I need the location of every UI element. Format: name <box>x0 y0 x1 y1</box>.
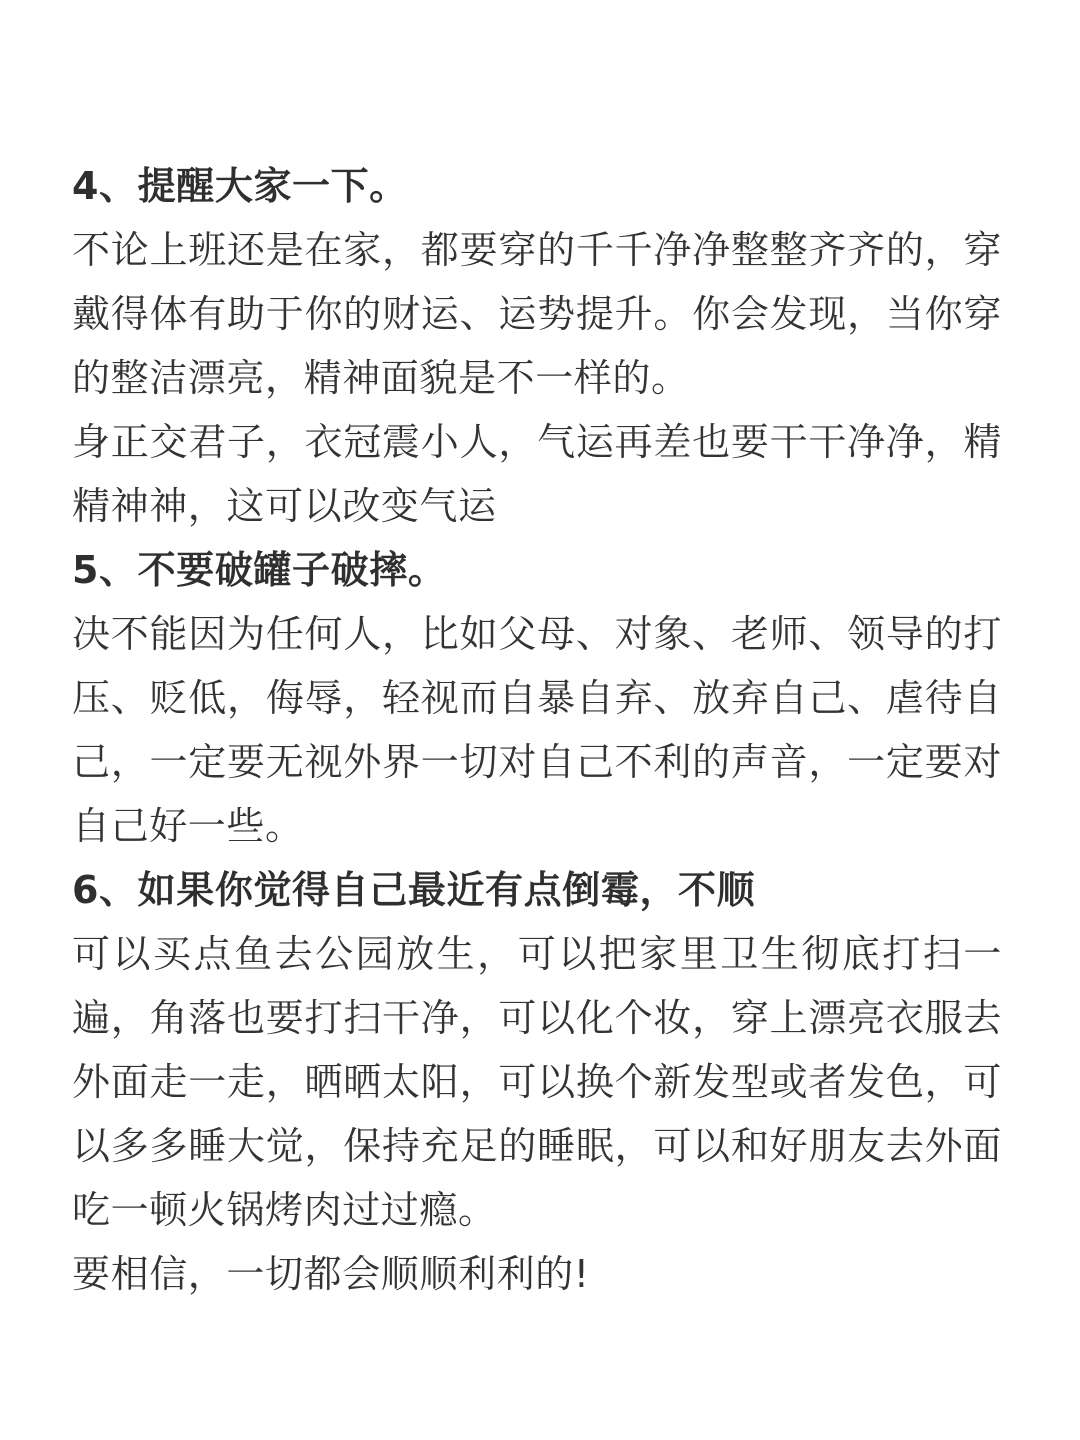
paragraph: 身正交君子，衣冠震小人，气运再差也要干干净净，精精神神，这可以改变气运 <box>72 420 1002 528</box>
section-6 <box>72 858 1002 1306</box>
section-4 <box>72 154 1002 538</box>
article-body <box>72 154 1002 1306</box>
paragraph: 不论上班还是在家，都要穿的千千净净整整齐齐的，穿戴得体有助于你的财运、运势提升。你会发现，当你穿的整洁漂亮，精神面貌是不一样的。 <box>72 228 1002 400</box>
section-heading: 6、如果你觉得自己最近有点倒霉，不顺 <box>72 868 756 912</box>
paragraph: 要相信，一切都会顺顺利利的! <box>72 1252 590 1296</box>
section-heading: 4、提醒大家一下。 <box>72 164 408 208</box>
paragraph: 可以买点鱼去公园放生，可以把家里卫生彻底打扫一遍，角落也要打扫干净，可以化个妆，穿上漂亮衣服去外面走一走，晒晒太阳，可以换个新发型或者发色，可以多多睡大觉，保持充足的睡眠，可以和好朋友去外面吃一顿火锅烤肉过过瘾。 <box>72 932 1002 1232</box>
section-heading: 5、不要破罐子破摔。 <box>72 548 447 592</box>
paragraph: 决不能因为任何人，比如父母、对象、老师、领导的打压、贬低，侮辱，轻视而自暴自弃、放弃自己、虐待自己，一定要无视外界一切对自己不利的声音，一定要对自己好一些。 <box>72 612 1002 848</box>
section-5 <box>72 538 1002 858</box>
